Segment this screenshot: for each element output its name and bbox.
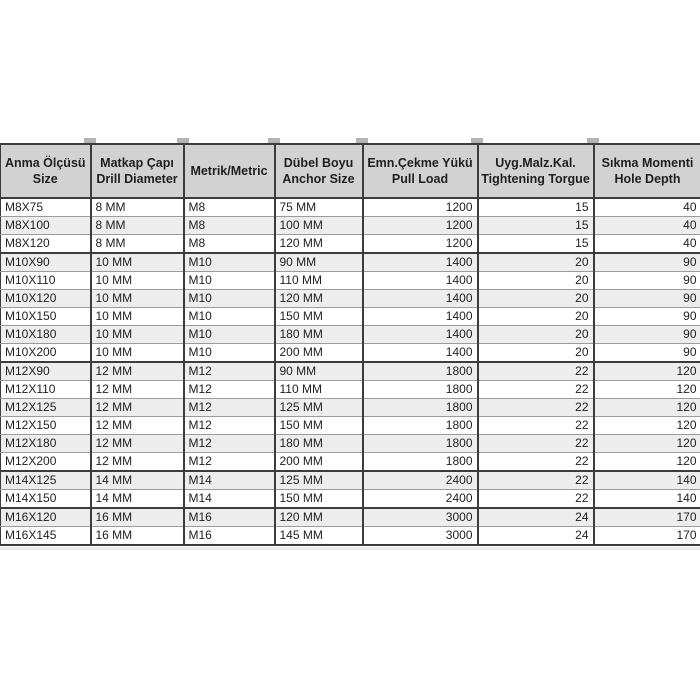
cell: 22 [478,471,594,490]
cell: 20 [478,290,594,308]
header-hole-depth [594,144,700,198]
cell: 1800 [363,362,478,381]
header-drill-diameter-en: Drill Diameter [96,172,178,186]
cell: 22 [478,362,594,381]
header-anchor-size-tr: Dübel Boyu [283,155,354,170]
cell: 120 [594,381,700,399]
column-border-cap [268,138,280,143]
header-anchor-size [275,144,363,198]
cell: 140 [594,490,700,509]
cell: 180 MM [275,435,363,453]
cell: M12X110 [1,381,91,399]
cell: 15 [478,217,594,235]
header-size-en: Size [32,172,58,186]
cell: M12 [184,399,275,417]
cell: 1800 [363,417,478,435]
cell: 8 MM [91,217,184,235]
cell: 10 MM [91,290,184,308]
cell: 1800 [363,453,478,472]
cell: 22 [478,490,594,509]
cell: 110 MM [275,272,363,290]
cell: 8 MM [91,198,184,217]
table-row [1,508,700,527]
cell: 1400 [363,253,478,272]
cell: M10X120 [1,290,91,308]
cell: M14 [184,490,275,509]
cell: M12X125 [1,399,91,417]
cell: 12 MM [91,362,184,381]
cell: 8 MM [91,235,184,254]
cell: 1400 [363,308,478,326]
table-row [1,272,700,290]
table-row [1,217,700,235]
header-drill-diameter [91,144,184,198]
cell: 20 [478,344,594,363]
cell: 170 [594,508,700,527]
cell: M16X120 [1,508,91,527]
cell: M10 [184,344,275,363]
cell: M12X180 [1,435,91,453]
cell: 12 MM [91,399,184,417]
cell: M10 [184,326,275,344]
cell: 10 MM [91,308,184,326]
cell: 22 [478,435,594,453]
header-pull-load [363,144,478,198]
cell: 110 MM [275,381,363,399]
cell: 120 MM [275,290,363,308]
table-row [1,326,700,344]
header-metric-label: Metrik/Metric [190,163,268,178]
cell: 1800 [363,381,478,399]
column-border-cap [356,138,368,143]
cell: 90 [594,344,700,363]
header-size-tr: Anma Ölçüsü [4,155,86,170]
cell: M16X145 [1,527,91,546]
header-row [1,144,700,198]
cell: 10 MM [91,272,184,290]
cell: 120 [594,399,700,417]
table-row [1,527,700,546]
cell: 1200 [363,217,478,235]
cell: 180 MM [275,326,363,344]
cell: 90 [594,253,700,272]
cell: 20 [478,308,594,326]
cell: 16 MM [91,527,184,546]
cell: 120 [594,362,700,381]
cell: 14 MM [91,490,184,509]
cell: 12 MM [91,435,184,453]
cell: M12 [184,381,275,399]
cell: M10X200 [1,344,91,363]
table-row [1,344,700,363]
cell: 200 MM [275,344,363,363]
cell: 125 MM [275,471,363,490]
cell: 1400 [363,272,478,290]
cell: M8 [184,198,275,217]
cell: M8X75 [1,198,91,217]
cell: 1400 [363,326,478,344]
cell: 120 [594,435,700,453]
cell: 40 [594,217,700,235]
cell: 90 [594,290,700,308]
cell: M12 [184,435,275,453]
cell: M16 [184,527,275,546]
table-row [1,290,700,308]
table-row [1,471,700,490]
spec-table-container [0,143,700,546]
cell: 1800 [363,435,478,453]
cell: 22 [478,417,594,435]
cell: 100 MM [275,217,363,235]
header-pull-load-en: Pull Load [391,172,449,186]
header-tightening-torque-en: Tightening Torgue [481,172,590,186]
cell: 120 [594,453,700,472]
table-row [1,453,700,472]
cell: 10 MM [91,253,184,272]
cell: M12 [184,362,275,381]
cell: 24 [478,527,594,546]
cell: 1200 [363,198,478,217]
cell: 12 MM [91,453,184,472]
cell: 125 MM [275,399,363,417]
cell: M10 [184,253,275,272]
cell: M10X180 [1,326,91,344]
cell: 75 MM [275,198,363,217]
cell: M12X90 [1,362,91,381]
cell: 40 [594,198,700,217]
column-border-cap [587,138,599,143]
cell: 1200 [363,235,478,254]
table-row [1,417,700,435]
table-row [1,490,700,509]
header-anchor-size-en: Anchor Size [282,172,355,186]
cell: M12X200 [1,453,91,472]
cell: M8 [184,217,275,235]
table-row [1,198,700,217]
cell: M8X100 [1,217,91,235]
cell: 120 MM [275,235,363,254]
cell: 40 [594,235,700,254]
cell: 12 MM [91,381,184,399]
cell: 24 [478,508,594,527]
cell: 1400 [363,344,478,363]
header-pull-load-tr: Emn.Çekme Yükü [367,155,473,170]
cell: 1800 [363,399,478,417]
table-row [1,362,700,381]
header-hole-depth-en: Hole Depth [614,172,681,186]
cell: 90 [594,272,700,290]
cell: 90 [594,326,700,344]
table-bottom-shadow [0,547,700,550]
cell: 1400 [363,290,478,308]
cell: 10 MM [91,326,184,344]
table-row [1,253,700,272]
column-border-cap [84,138,96,143]
anchor-spec-table [0,143,700,546]
cell: 150 MM [275,417,363,435]
cell: 3000 [363,508,478,527]
column-border-cap [177,138,189,143]
header-metric [184,144,275,198]
cell: 12 MM [91,417,184,435]
cell: 90 MM [275,362,363,381]
cell: 16 MM [91,508,184,527]
header-hole-depth-tr: Sıkma Momenti [601,155,694,170]
cell: 20 [478,326,594,344]
cell: M12 [184,453,275,472]
cell: M10X110 [1,272,91,290]
cell: M14X150 [1,490,91,509]
cell: M16 [184,508,275,527]
table-row [1,399,700,417]
header-tightening-torque [478,144,594,198]
table-row [1,235,700,254]
table-row [1,381,700,399]
cell: 120 [594,417,700,435]
cell: M10 [184,272,275,290]
cell: 150 MM [275,308,363,326]
cell: 20 [478,272,594,290]
cell: 140 [594,471,700,490]
cell: M8 [184,235,275,254]
cell: 120 MM [275,508,363,527]
column-border-cap [471,138,483,143]
cell: M10X150 [1,308,91,326]
cell: M10X90 [1,253,91,272]
cell: 3000 [363,527,478,546]
cell: 2400 [363,490,478,509]
cell: M14 [184,471,275,490]
cell: 15 [478,235,594,254]
cell: 2400 [363,471,478,490]
cell: M8X120 [1,235,91,254]
header-tightening-torque-tr: Uyg.Malz.Kal. [495,155,576,170]
cell: 90 MM [275,253,363,272]
cell: 150 MM [275,490,363,509]
cell: 14 MM [91,471,184,490]
cell: 22 [478,381,594,399]
cell: 90 [594,308,700,326]
table-row [1,308,700,326]
cell: 145 MM [275,527,363,546]
cell: 200 MM [275,453,363,472]
cell: 22 [478,453,594,472]
cell: M10 [184,308,275,326]
cell: 15 [478,198,594,217]
cell: M12X150 [1,417,91,435]
cell: M12 [184,417,275,435]
cell: M10 [184,290,275,308]
table-body [1,198,700,545]
header-drill-diameter-tr: Matkap Çapı [100,155,174,170]
cell: M14X125 [1,471,91,490]
table-row [1,435,700,453]
cell: 22 [478,399,594,417]
cell: 10 MM [91,344,184,363]
cell: 20 [478,253,594,272]
table-header [1,144,700,198]
cell: 170 [594,527,700,546]
header-size [1,144,91,198]
